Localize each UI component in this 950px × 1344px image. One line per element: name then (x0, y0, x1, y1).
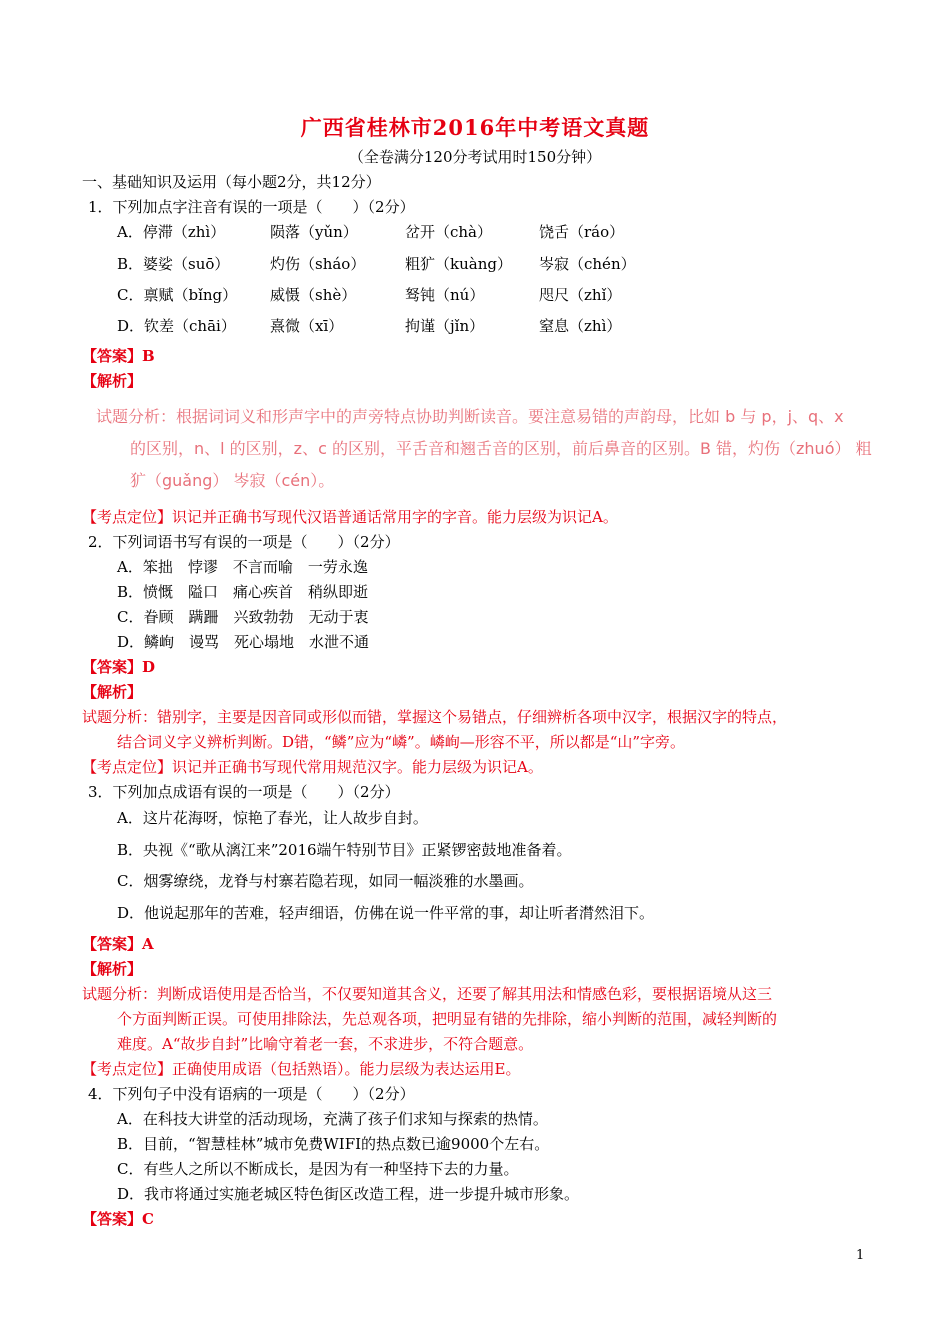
q1-point: 【考点定位】识记并正确书写现代汉语普通话常用字的字音。能力层级为识记A。 (82, 508, 618, 526)
q4-answer: 【答案】C (82, 1210, 154, 1228)
page-title: 广西省桂林市2016年中考语文真题 (300, 115, 650, 140)
q3-option-b: B．央视《“歌从漓江来”2016端午特别节目》正紧锣密鼓地准备着。 (117, 841, 572, 859)
q1-option-b-1: B．婆娑（suō） (117, 255, 230, 273)
q4-option-a: A．在科技大讲堂的活动现场，充满了孩子们求知与探索的热情。 (117, 1110, 548, 1128)
q3-option-d: D．他说起那年的苦难，轻声细语，仿佛在说一件平常的事，却让听者潸然泪下。 (117, 904, 655, 922)
q1-analysis-line-2: 的区别，n、l 的区别，z、c 的区别，平舌音和翘舌音的区别，前后鼻音的区别。B 错，灼伤（zhuó） 粗 (130, 439, 872, 458)
q1-option-a-3: 岔开（chà） (405, 223, 493, 241)
q3-answer: 【答案】A (82, 935, 154, 953)
q1-option-a-2: 陨落（yǔn） (270, 223, 358, 241)
question-3-stem: 3．下列加点成语有误的一项是（ ）（2分） (88, 783, 400, 801)
q2-answer: 【答案】D (82, 658, 156, 676)
q1-option-d-4: 窒息（zhì） (539, 317, 622, 335)
q1-answer: 【答案】B (82, 347, 155, 365)
q1-option-b-3: 粗犷（kuàng） (405, 255, 512, 273)
q4-option-c: C．有些人之所以不断成长，是因为有一种坚持下去的力量。 (117, 1160, 519, 1178)
page-subtitle: （全卷满分120分考试用时150分钟） (348, 148, 602, 166)
q4-option-d: D．我市将通过实施老城区特色街区改造工程，进一步提升城市形象。 (117, 1185, 580, 1203)
q1-option-b-2: 灼伤（sháo） (270, 255, 366, 273)
q1-option-d-3: 拘谨（jǐn） (405, 317, 485, 335)
q2-option-c: C．眷顾 蹒跚 兴致勃勃 无动于衷 (117, 608, 369, 626)
question-4-stem: 4．下列句子中没有语病的一项是（ ）（2分） (88, 1085, 415, 1103)
q1-option-c-2: 威慑（shè） (270, 286, 357, 304)
q1-option-c-3: 驽钝（nú） (405, 286, 485, 304)
q3-analysis-line-2: 个方面判断正误。可使用排除法，先总观各项，把明显有错的先排除，缩小判断的范围，减轻判断的 (117, 1010, 778, 1028)
q2-analysis-line-1: 试题分析：错别字，主要是因音同或形似而错，掌握这个易错点，仔细辨析各项中汉字，根据汉字的特点， (82, 708, 788, 726)
q2-analysis-label: 【解析】 (82, 683, 143, 701)
q2-point: 【考点定位】识记并正确书写现代常用规范汉字。能力层级为识记A。 (82, 758, 543, 776)
q1-option-c-1: C．禀赋（bǐng） (117, 286, 238, 304)
q2-option-a: A．笨拙 悖谬 不言而喻 一劳永逸 (117, 558, 368, 576)
q1-analysis-line-1: 试题分析：根据词词义和形声字中的声旁特点协助判断读音。要注意易错的声韵母，比如 b 与 p，j、q、x (96, 407, 844, 426)
q3-point: 【考点定位】正确使用成语（包括熟语）。能力层级为表达运用E。 (82, 1060, 521, 1078)
q2-analysis-line-2: 结合词义字义辨析判断。D错，“鳞”应为“嶙”。嶙峋—形容不平，所以都是“山”字旁。 (117, 733, 686, 751)
q3-analysis-line-1: 试题分析：判断成语使用是否恰当，不仅要知道其含义，还要了解其用法和情感色彩，要根据语境从这三 (82, 985, 773, 1003)
q2-option-d: D．鳞峋 谩骂 死心塌地 水泄不通 (117, 633, 370, 651)
q1-option-d-2: 熹微（xī） (270, 317, 344, 335)
q3-option-a: A．这片花海呀，惊艳了春光，让人故步自封。 (117, 809, 428, 827)
q2-option-b: B．愤慨 隘口 痛心疾首 稍纵即逝 (117, 583, 369, 601)
page-number: 1 (856, 1248, 865, 1263)
q4-option-b: B．目前，“智慧桂林”城市免费WIFI的热点数已逾9000个左右。 (117, 1135, 550, 1153)
q3-analysis-line-3: 难度。A“故步自封”比喻守着老一套，不求进步，不符合题意。 (117, 1035, 534, 1053)
q1-option-a-1: A．停滞（zhì） (117, 223, 226, 241)
q1-option-a-4: 饶舌（ráo） (539, 223, 625, 241)
question-1-stem: 1．下列加点字注音有误的一项是（ ）（2分） (88, 198, 415, 216)
q3-option-c: C．烟雾缭绕，龙脊与村寨若隐若现，如同一幅淡雅的水墨画。 (117, 872, 534, 890)
q1-option-c-4: 咫尺（zhǐ） (539, 286, 622, 304)
q3-analysis-label: 【解析】 (82, 960, 143, 978)
q1-option-d-1: D．钦差（chāi） (117, 317, 236, 335)
q1-analysis-line-3: 犷（guǎng） 岑寂（cén）。 (130, 471, 335, 490)
section-heading: 一、基础知识及运用（每小题2分，共12分） (82, 173, 381, 191)
question-2-stem: 2．下列词语书写有误的一项是（ ）（2分） (88, 533, 400, 551)
q1-analysis-label: 【解析】 (82, 372, 143, 390)
q1-option-b-4: 岑寂（chén） (539, 255, 636, 273)
